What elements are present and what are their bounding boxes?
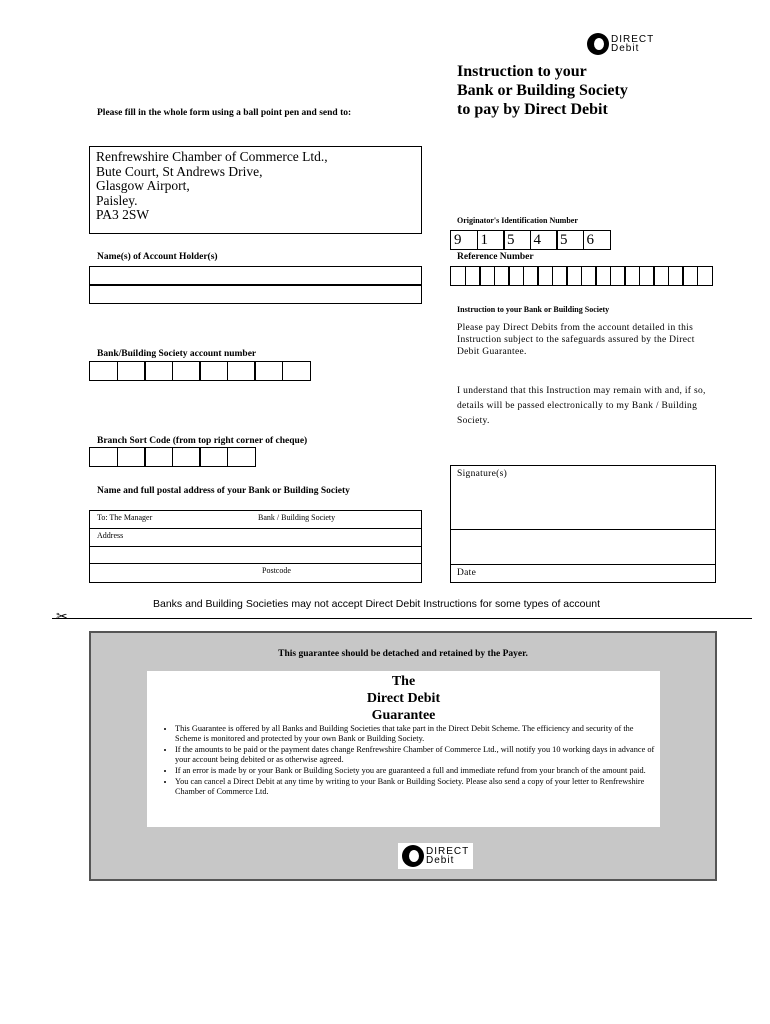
originator-digit: 4 — [530, 230, 558, 250]
address-label: Address — [97, 531, 124, 540]
address-line: Glasgow Airport, — [96, 178, 190, 193]
address-line: Paisley. — [96, 192, 138, 208]
input-cell[interactable] — [144, 361, 173, 381]
to-manager-label: To: The Manager — [97, 513, 153, 522]
cut-line — [52, 618, 752, 619]
form-title — [457, 62, 628, 119]
originator-digit: 1 — [477, 230, 505, 250]
input-cell[interactable] — [89, 447, 118, 467]
account-number-label: Bank/Building Society account number — [97, 349, 257, 359]
input-cell[interactable] — [697, 266, 713, 286]
title-line: to pay by Direct Debit — [457, 101, 608, 118]
guarantee-title — [147, 673, 660, 724]
instruction-bank-heading: Instruction to your Bank or Building Society — [457, 305, 610, 314]
originator-digit: 5 — [503, 230, 531, 250]
input-cell[interactable] — [117, 447, 146, 467]
logo-line2: Debit — [611, 43, 640, 54]
input-cell[interactable] — [199, 447, 228, 467]
footer-note: Banks and Building Societies may not accept Direct Debit Instructions for some types of account — [153, 598, 601, 610]
logo-line2: Debit — [426, 855, 455, 866]
input-cell[interactable] — [199, 361, 228, 381]
direct-debit-logo — [587, 33, 654, 55]
guarantee-list — [147, 724, 660, 797]
guarantee-logo — [398, 843, 473, 869]
originator-digit: 9 — [450, 230, 478, 250]
originator-id-cells — [450, 230, 611, 250]
instruction-bank-para1: Please pay Direct Debits from the account detailed in this Instruction subject to the safeguards assured by the Direct Debit Guarantee. — [457, 323, 695, 357]
guarantee-panel — [89, 631, 717, 881]
guarantee-bullet: • If an error is made by or your Bank or Building Society you are guaranteed a full and immediate refund from your branch of the amount paid. — [175, 766, 660, 776]
reference-label: Reference Number — [457, 252, 534, 262]
input-cell[interactable] — [144, 447, 173, 467]
signature-box[interactable] — [450, 465, 716, 583]
logo-line1: DIRECT — [426, 846, 470, 857]
input-cell[interactable] — [172, 447, 201, 467]
input-cell[interactable] — [89, 361, 118, 381]
bank-society-label: Bank / Building Society — [258, 513, 336, 522]
guarantee-bullet: • If the amounts to be paid or the payment dates change Renfrewshire Chamber of Commerce Ltd., will notify you 10 working days in advance of your account being debited or as otherwise agreed. — [175, 745, 660, 765]
guarantee-title-line: The — [391, 674, 416, 689]
bank-address-label: Name and full postal address of your Bank or Building Society — [97, 486, 350, 496]
title-line: Instruction to your — [457, 63, 587, 80]
send-to-address — [89, 146, 422, 234]
signature-label: Signature(s) — [457, 469, 508, 479]
input-cell[interactable] — [172, 361, 201, 381]
direct-debit-logo-icon — [587, 33, 609, 55]
sort-code-cells[interactable] — [89, 447, 256, 467]
direct-debit-logo-icon — [402, 845, 424, 867]
bank-address-box[interactable] — [89, 510, 422, 583]
account-holder-label: Name(s) of Account Holder(s) — [97, 252, 218, 262]
originator-digit: 5 — [556, 230, 584, 250]
scissors-icon: ✂ — [56, 609, 68, 625]
input-cell[interactable] — [227, 361, 256, 381]
originator-label: Originator's Identification Number — [457, 216, 578, 225]
account-holder-field-1[interactable] — [89, 266, 422, 286]
account-number-cells[interactable] — [89, 361, 311, 381]
sort-code-label: Branch Sort Code (from top right corner of cheque) — [97, 436, 308, 446]
guarantee-title-line: Guarantee — [371, 708, 436, 723]
guarantee-title-line: Direct Debit — [366, 691, 441, 706]
postcode-label: Postcode — [262, 566, 291, 575]
instruction-bank-para2: I understand that this Instruction may remain with and, if so, details will be passed electronically to my Bank / Building Society. — [457, 386, 706, 426]
address-line: PA3 2SW — [96, 207, 150, 222]
originator-digit: 6 — [583, 230, 611, 250]
date-label: Date — [457, 568, 477, 578]
fill-instruction: Please fill in the whole form using a ball point pen and send to: — [97, 108, 352, 118]
title-line: Bank or Building Society — [457, 82, 628, 99]
input-cell[interactable] — [227, 447, 256, 467]
input-cell[interactable] — [282, 361, 311, 381]
address-line: Bute Court, St Andrews Drive, — [96, 163, 263, 179]
guarantee-bullet: • You can cancel a Direct Debit at any time by writing to your Bank or Building Society. Please also send a copy of your letter to Renfrewshire Chamber of Commerce Ltd. — [175, 777, 660, 797]
input-cell[interactable] — [117, 361, 146, 381]
guarantee-bullet: • This Guarantee is offered by all Banks and Building Societies that take part in the Direct Debit Scheme. The efficiency and security of the Scheme is monitored and protected by your own Bank or Building Society. — [175, 724, 660, 744]
detach-note: This guarantee should be detached and retained by the Payer. — [278, 649, 528, 659]
guarantee-content — [147, 671, 660, 827]
reference-number-cells[interactable] — [450, 266, 713, 286]
logo-line1: DIRECT — [611, 34, 655, 45]
input-cell[interactable] — [254, 361, 283, 381]
account-holder-field-2[interactable] — [89, 284, 422, 304]
address-line: Renfrewshire Chamber of Commerce Ltd., — [96, 149, 328, 164]
